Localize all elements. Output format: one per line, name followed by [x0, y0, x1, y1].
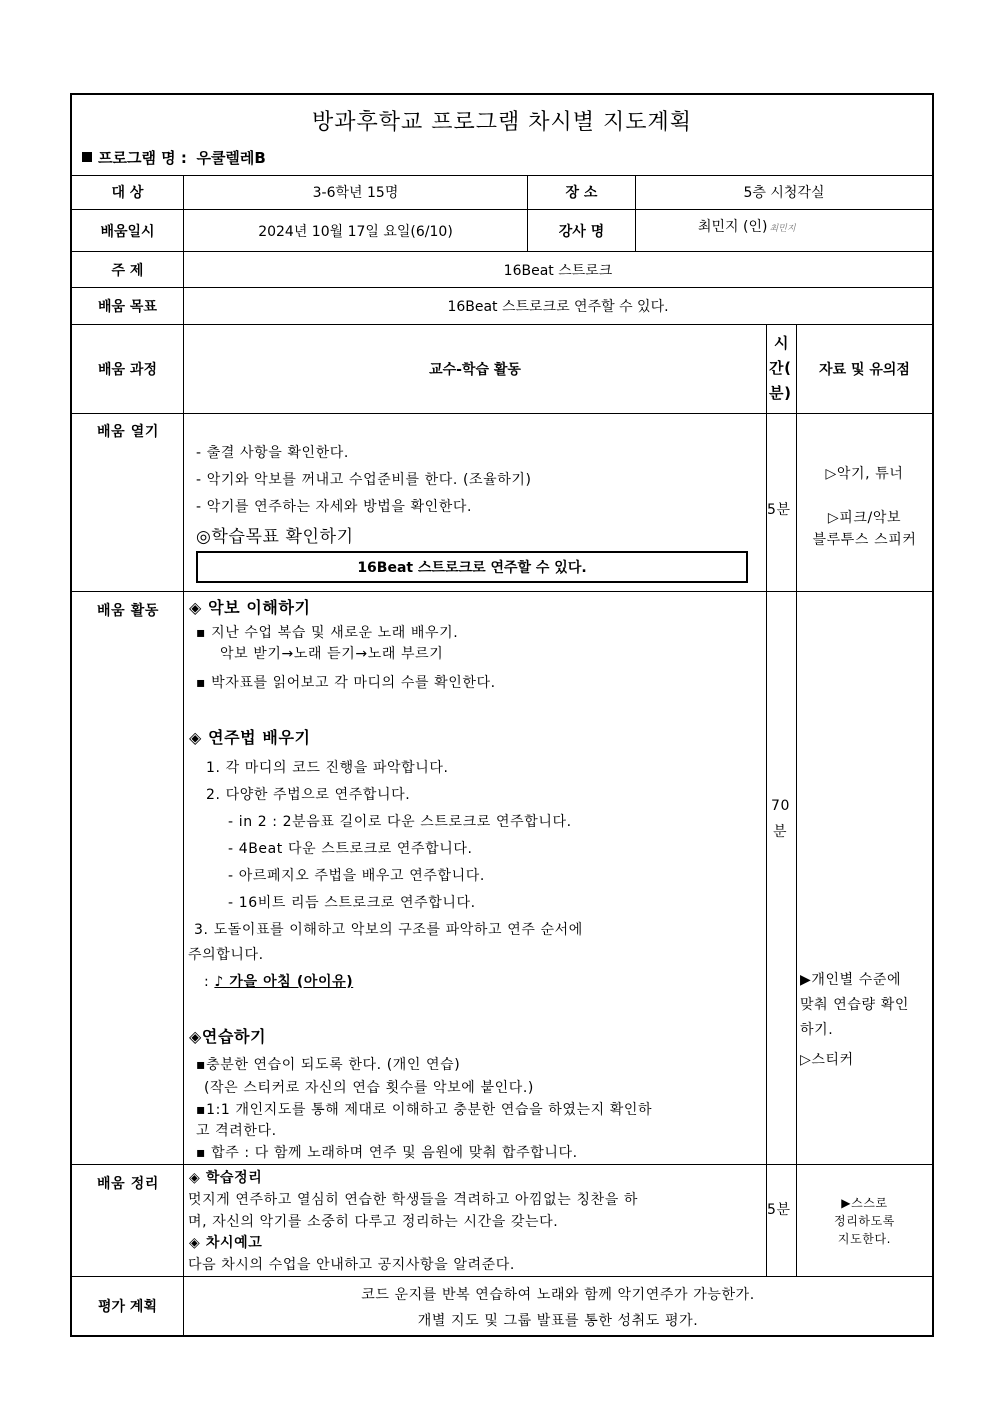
opening-label-cell: [72, 414, 184, 592]
activity-heading-score: ◈ 악보 이해하기: [189, 598, 311, 617]
teacher-value: 최민지 (인): [698, 219, 768, 235]
lesson-plan-table: [70, 93, 934, 1337]
activity-time: 70: [771, 798, 791, 814]
closing-materials: ▶스스로 정리하도록 지도한다.: [797, 1165, 932, 1277]
closing-heading-summary: ◈ 학습정리: [189, 1170, 263, 1186]
target-value: 3-6학년 15명: [184, 175, 528, 210]
topic-value: 16Beat 스트로크: [184, 252, 932, 288]
header-material: 자료 및 유의점: [797, 325, 932, 414]
date-label: 배움일시: [72, 210, 184, 252]
date-value: 2024년 10월 17일 요일(6/10): [184, 210, 528, 252]
opening-line: - 악기와 악보를 꺼내고 수업준비를 한다. (조율하기): [196, 472, 532, 488]
square-bullet-icon: [82, 152, 92, 162]
goal-value: 16Beat 스트로크로 연주할 수 있다.: [184, 288, 932, 325]
activity-heading-technique: ◈ 연주법 배우기: [189, 728, 311, 747]
program-label: 프로그램 명 :: [98, 149, 187, 167]
activity-content: ◈ 악보 이해하기 ▪ 지난 수업 복습 및 새로운 노래 배우기. 악보 받기→노래 듣기→노래 부르기 ▪ 박자표를 읽어보고 각 마디의 수를 확인한다. ◈ 연주법 배우기 1. 각 마디의 코드 진행을 파악합니다. 2. 다양한 주법으로 연주합니다. - in 2 : 2분음표 길이로 다운 스트로크로 연주합니다. - 4Beat 다운 스트로크로 연주합니다. - 아르페지오 주법을 배우고 연주합니다. - 16비트 리듬 스트로크로 연주합니다. 3. 도돌이표를 이해하고 악보의 구조를 파악하고 연주 순서에 주의합니다. : ♪ 가을 아침 (아이유) ◈연습하기 ▪충분한 연습이 되도록 한다. (개인 연습) (작은 스티커로 자신의 연습 횟수를 악보에 붙인다.) ▪1:1 개인지도를 통해 제대로 이해하고 충분한 연습을 하였는지 확인하 고 격려한다. ▪ 합주 : 다 함께 노래하며 연주 및 음원에 맞춰 합주합니다.: [184, 592, 767, 1165]
activity-heading-practice: ◈연습하기: [189, 1027, 267, 1046]
closing-time-cell: [767, 1165, 797, 1277]
evaluation-label: 평가 계획: [72, 1277, 184, 1335]
closing-label: 배움 정리: [97, 1176, 159, 1192]
header-time: 시 간( 분): [767, 325, 797, 414]
teacher-cell: [636, 210, 932, 252]
activity-time-cell: 70 분: [767, 592, 797, 1165]
opening-time: 5분: [767, 502, 791, 518]
opening-label: 배움 열기: [97, 424, 159, 440]
teacher-label: 강사 명: [528, 210, 636, 252]
opening-goal-heading: ◎학습목표 확인하기: [196, 527, 354, 547]
header-activity: 교수-학습 활동: [184, 325, 767, 414]
opening-line: - 악기를 연주하는 자세와 방법을 확인한다.: [196, 499, 473, 515]
song-title: ♪ 가을 아침 (아이유): [214, 974, 354, 990]
opening-content: [184, 414, 767, 592]
closing-heading-next: ◈ 차시예고: [189, 1235, 263, 1251]
opening-time-cell: [767, 414, 797, 592]
header-process: 배움 과정: [72, 325, 184, 414]
target-label: 대 상: [72, 175, 184, 210]
opening-goal-box: 16Beat 스트로크로 연주할 수 있다.: [196, 551, 748, 583]
closing-label-cell: [72, 1165, 184, 1277]
teacher-signature: 최민지: [769, 224, 796, 234]
place-value: 5층 시청각실: [636, 175, 932, 210]
title-area: [72, 95, 932, 176]
opening-materials: ▷악기, 튜너 ▷피크/악보 블루투스 스피커: [797, 414, 932, 592]
program-value: 우쿨렐레B: [196, 149, 266, 167]
closing-time: 5분: [767, 1202, 791, 1218]
place-label: 장 소: [528, 175, 636, 210]
activity-materials: ▶개인별 수준에 맞춰 연습량 확인 하기. ▷스티커: [797, 592, 932, 1165]
evaluation-content: 코드 운지를 반복 연습하여 노래와 함께 악기연주가 가능한가. 개별 지도 및 그룹 발표를 통한 성취도 평가.: [361, 1287, 755, 1329]
activity-label-cell: [72, 592, 184, 1165]
opening-line: - 출결 사항을 확인한다.: [196, 445, 349, 461]
topic-label: 주 제: [72, 252, 184, 288]
activity-label: 배움 활동: [97, 603, 159, 619]
song-line: : ♪ 가을 아침 (아이유): [204, 974, 354, 990]
closing-content: ◈ 학습정리 멋지게 연주하고 열심히 연습한 학생들을 격려하고 아낌없는 칭찬을 하 며, 자신의 악기를 소중히 다루고 정리하는 시간을 갖는다. ◈ 차시예고 다음 차시의 수업을 안내하고 공지사항을 알려준다.: [184, 1165, 767, 1277]
goal-label: 배움 목표: [72, 288, 184, 325]
program-name: [82, 147, 266, 168]
document-title: 방과후학교 프로그램 차시별 지도계획: [311, 110, 692, 135]
